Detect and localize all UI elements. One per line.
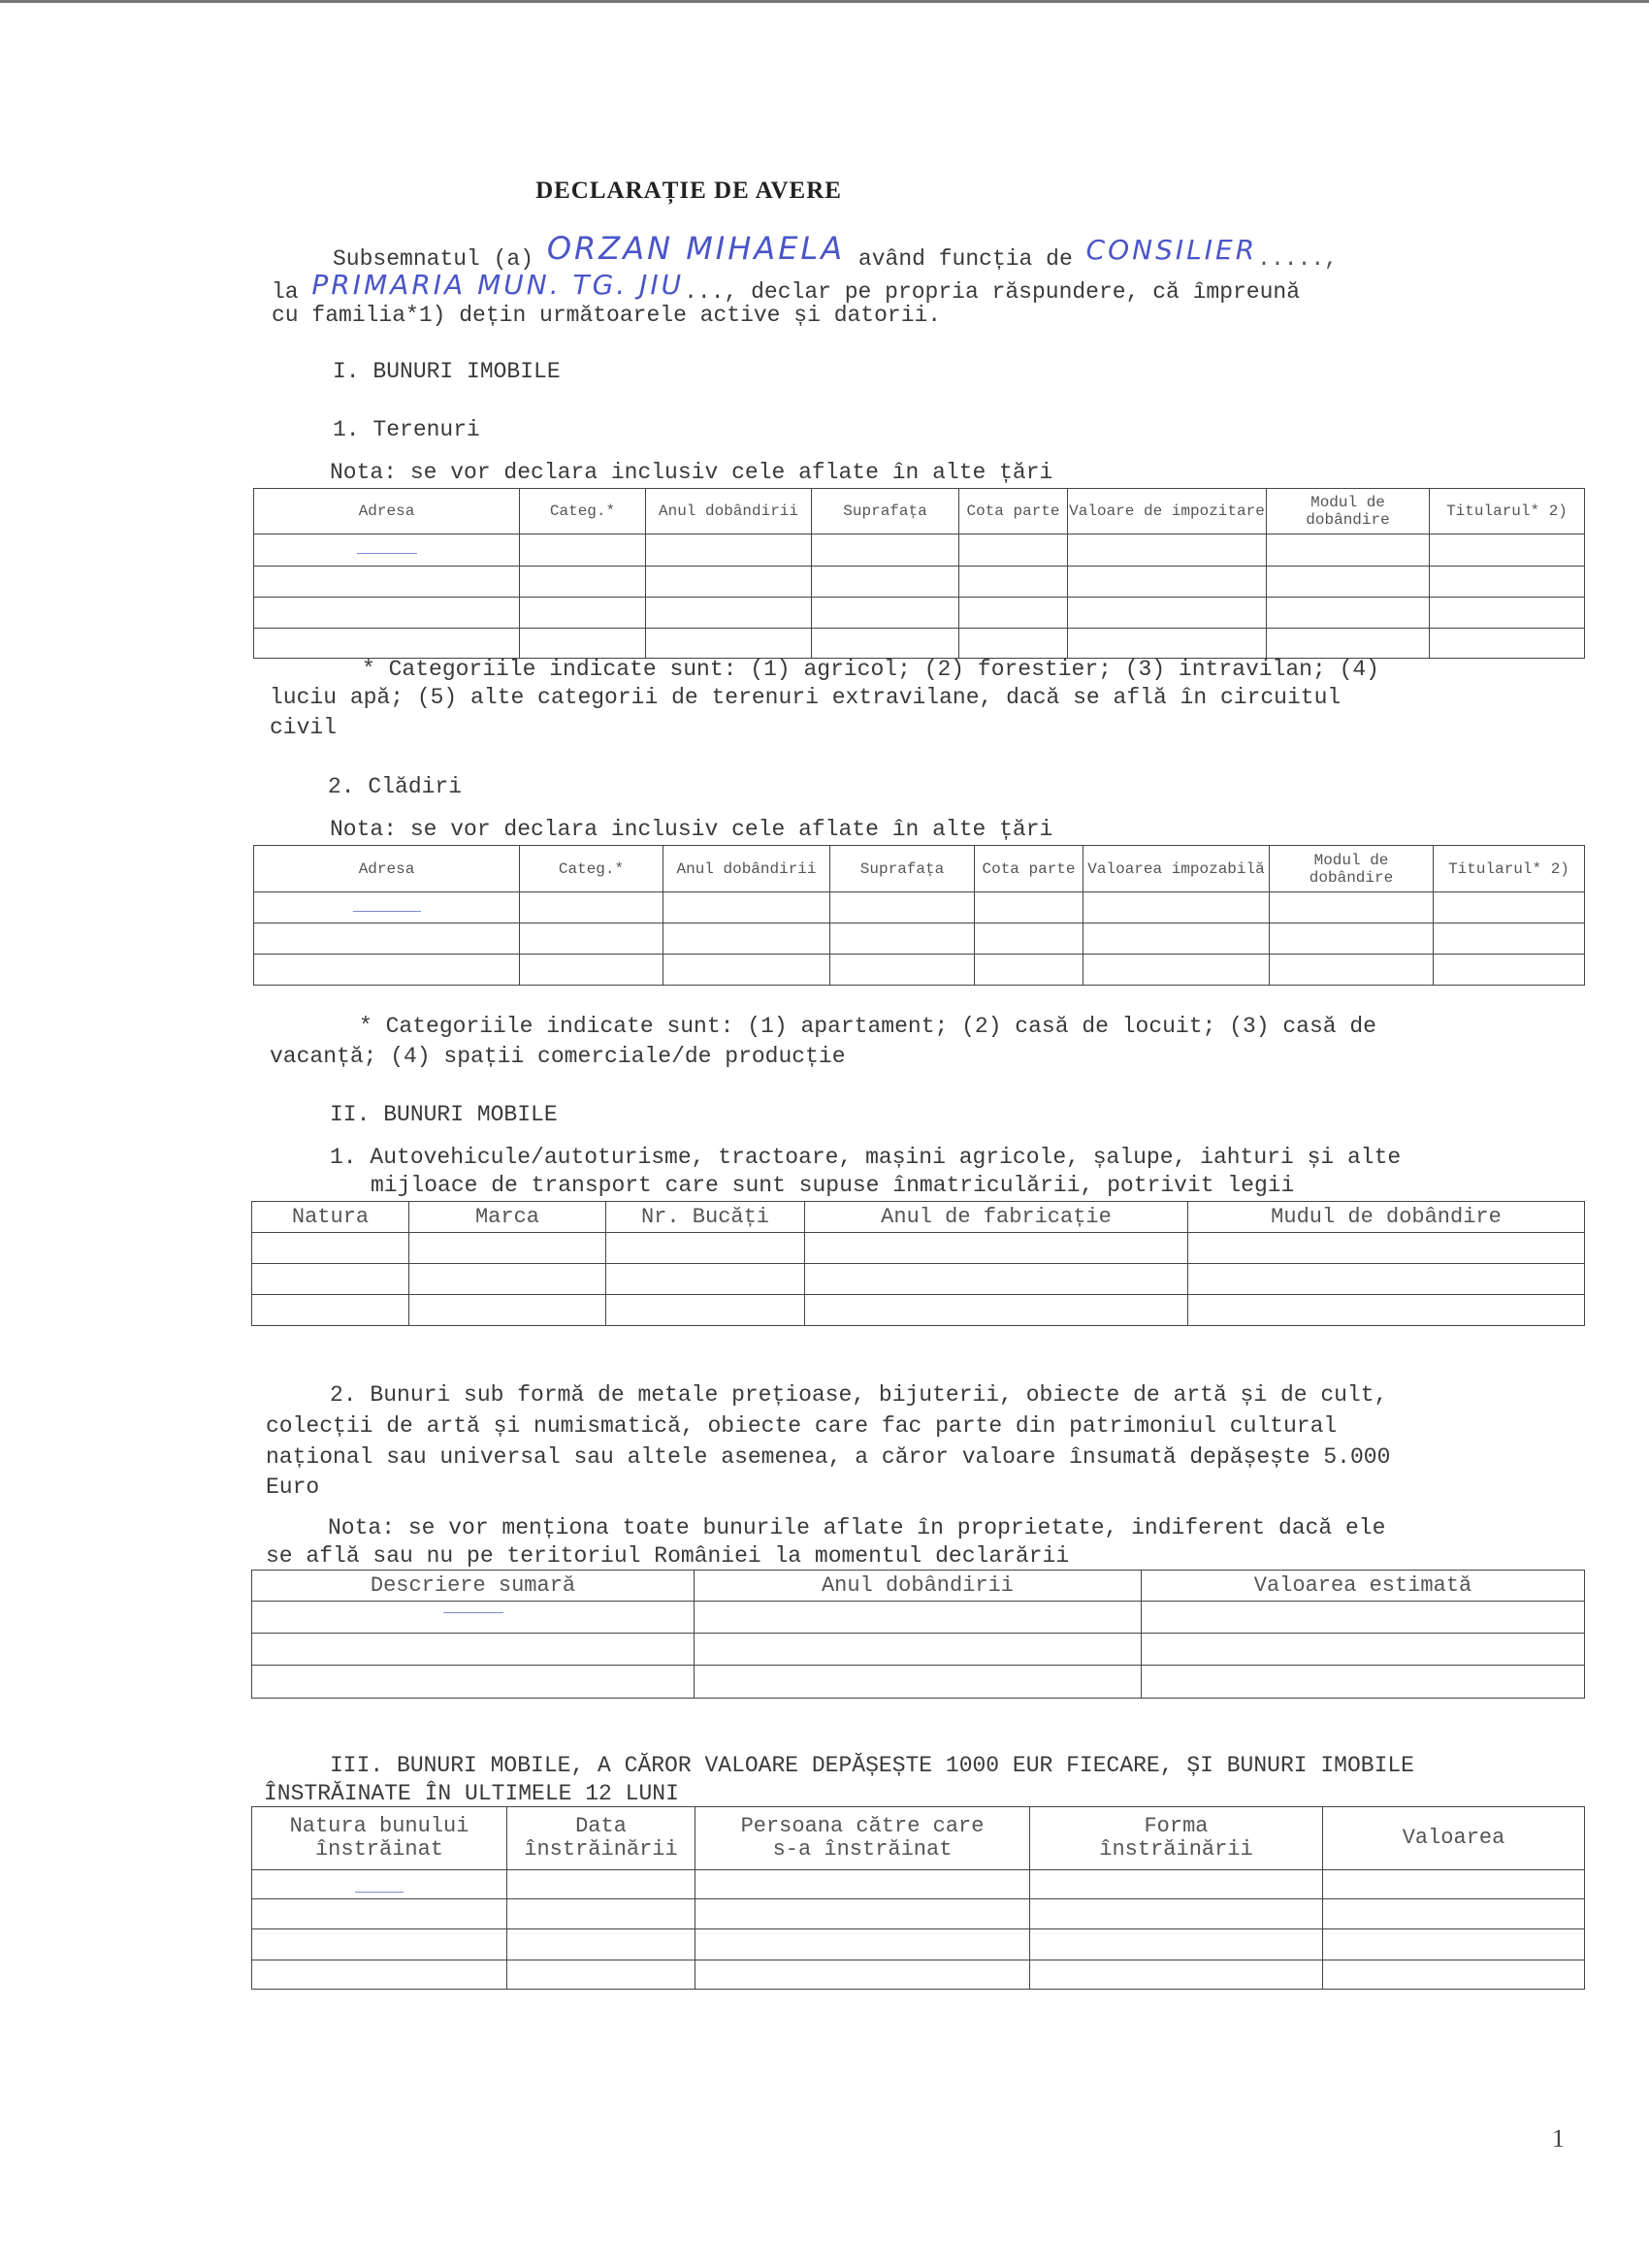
- table-row: [254, 629, 1585, 659]
- table-row: [252, 1264, 1585, 1295]
- table-row: [254, 923, 1585, 955]
- footnote-terenuri-1: * Categoriile indicate sunt: (1) agricol; (2) forestier; (3) intravilan; (4): [362, 657, 1379, 682]
- header-nr-bucati: Nr. Bucăți: [606, 1202, 805, 1233]
- intro-line-3: cu familia*1) dețin următoarele active și datorii.: [272, 303, 942, 328]
- item-bunuri-line-2: colecții de artă și numismatică, obiecte care fac parte din patrimoniul cultural: [266, 1413, 1338, 1439]
- intro-text: ..., declar pe propria răspundere, că împreună: [684, 279, 1301, 305]
- header-categ: Categ.*: [520, 489, 646, 535]
- header-natura: Natura: [252, 1202, 409, 1233]
- scan-top-edge: [0, 0, 1649, 3]
- strike-dash: [443, 1612, 503, 1613]
- header-suprafata: Suprafața: [812, 489, 959, 535]
- table-row: [252, 1666, 1585, 1699]
- subsection-terenuri: 1. Terenuri: [333, 417, 480, 442]
- note-bunuri-line-2: se află sau nu pe teritoriul României la momentul declarării: [266, 1543, 1070, 1569]
- header-forma-instrainarii: Forma înstrăinării: [1030, 1807, 1323, 1870]
- intro-text: Subsemnatul (a): [333, 246, 547, 272]
- footnote-cladiri-1: * Categoriile indicate sunt: (1) apartament; (2) casă de locuit; (3) casă de: [359, 1014, 1376, 1039]
- note-cladiri: Nota: se vor declara inclusiv cele aflate în alte țări: [330, 817, 1053, 842]
- header-anul-dobandirii: Anul dobândirii: [663, 846, 830, 892]
- header-descriere-sumara: Descriere sumară: [252, 1571, 695, 1602]
- intro-text: la: [272, 279, 312, 305]
- header-valoare-impozitare: Valoare de impozitare: [1068, 489, 1267, 535]
- header-natura-bunului: Natura bunului înstrăinat: [252, 1807, 507, 1870]
- header-anul-fabricatie: Anul de fabricație: [805, 1202, 1188, 1233]
- header-suprafata: Suprafața: [830, 846, 975, 892]
- header-categ: Categ.*: [520, 846, 663, 892]
- header-adresa: Adresa: [254, 846, 520, 892]
- header-valoarea-impozabila: Valoarea impozabilă: [1083, 846, 1270, 892]
- header-anul-dobandirii: Anul dobândirii: [695, 1571, 1142, 1602]
- note-bunuri-line-1: Nota: se vor menționa toate bunurile aflate în proprietate, indiferent dacă ele: [328, 1515, 1386, 1540]
- footnote-terenuri-3: civil: [270, 715, 338, 740]
- footnote-cladiri-2: vacanță; (4) spații comerciale/de producție: [270, 1044, 846, 1069]
- intro-line-2: [272, 269, 1301, 305]
- header-marca: Marca: [409, 1202, 606, 1233]
- page-number: 1: [1552, 2124, 1565, 2153]
- item-autovehicule-line-2: mijloace de transport care sunt supuse înmatriculării, potrivit legii: [371, 1173, 1295, 1198]
- footnote-terenuri-2: luciu apă; (5) alte categorii de terenuri extravilane, dacă se află în circuitul: [270, 685, 1342, 710]
- table-bunuri-pretioase: [251, 1570, 1585, 1699]
- section-3-heading-text: III. BUNURI MOBILE, A CĂROR VALOARE DEPĂȘEȘTE 1000 EUR FIECARE, ȘI BUNURI IMOBILE: [330, 1753, 1414, 1778]
- header-persoana: Persoana către care s-a înstrăinat: [695, 1807, 1030, 1870]
- header-data-instrainarii: Data înstrăinării: [507, 1807, 695, 1870]
- table-row: [254, 892, 1585, 923]
- table-row: [252, 1602, 1585, 1634]
- handwritten-function: CONSILIER: [1085, 234, 1258, 266]
- header-anul-dobandirii: Anul dobândirii: [646, 489, 812, 535]
- header-adresa: Adresa: [254, 489, 520, 535]
- section-3-heading-line-2: ÎNSTRĂINATE ÎN ULTIMELE 12 LUNI: [264, 1781, 679, 1806]
- handwritten-name: ORZAN MIHAELA: [546, 230, 846, 267]
- header-cota-parte: Cota parte: [959, 489, 1068, 535]
- handwritten-institution: PRIMARIA MUN. TG. JIU: [311, 269, 685, 301]
- table-terenuri: [253, 488, 1585, 659]
- section-3-heading-line-1: [330, 1753, 1414, 1778]
- table-cladiri: [253, 845, 1585, 986]
- item-bunuri-line-4: Euro: [266, 1474, 320, 1500]
- table-autovehicule: [251, 1201, 1585, 1326]
- table-row: [254, 567, 1585, 598]
- note-terenuri: Nota: se vor declara inclusiv cele aflate în alte țări: [330, 460, 1053, 485]
- header-mudul-dobandire: Mudul de dobândire: [1188, 1202, 1585, 1233]
- intro-text: având funcția de: [845, 246, 1086, 272]
- header-valoarea-estimata: Valoarea estimată: [1142, 1571, 1585, 1602]
- header-cota-parte: Cota parte: [975, 846, 1083, 892]
- table-row: [254, 598, 1585, 629]
- table-row: [252, 1929, 1585, 1960]
- section-1-heading: I. BUNURI IMOBILE: [333, 359, 561, 384]
- strike-dash: [357, 553, 417, 554]
- table-row: [254, 535, 1585, 567]
- header-modul-dobandire: Modul de dobândire: [1270, 846, 1434, 892]
- table-row: [252, 1960, 1585, 1990]
- table-row: [252, 1295, 1585, 1326]
- header-modul-dobandire: Modul de dobândire: [1267, 489, 1430, 535]
- header-titularul: Titularul* 2): [1434, 846, 1585, 892]
- header-valoarea: Valoarea: [1323, 1807, 1585, 1870]
- table-row: [254, 955, 1585, 986]
- intro-line-1: Subsemnatul (a) ORZAN MIHAELA având funcția de CONSILIER.....,: [333, 230, 1338, 272]
- item-autovehicule-line-1: 1. Autovehicule/autoturisme, tractoare, mașini agricole, șalupe, iahturi și alte: [330, 1145, 1402, 1170]
- document-title: DECLARAȚIE DE AVERE: [535, 178, 842, 204]
- strike-dash: [355, 1892, 404, 1893]
- table-row: [252, 1634, 1585, 1666]
- table-row: [252, 1870, 1585, 1899]
- header-titularul: Titularul* 2): [1430, 489, 1585, 535]
- section-2-heading: II. BUNURI MOBILE: [330, 1102, 558, 1127]
- table-row: [252, 1233, 1585, 1264]
- table-row: [252, 1899, 1585, 1929]
- table-bunuri-instrainate: [251, 1806, 1585, 1990]
- item-bunuri-line-1: 2. Bunuri sub formă de metale prețioase, bijuterii, obiecte de artă și de cult,: [330, 1382, 1388, 1408]
- strike-dash: [353, 911, 421, 912]
- subsection-cladiri: 2. Clădiri: [328, 774, 463, 799]
- item-bunuri-line-3: național sau universal sau altele asemenea, a căror valoare însumată depășește 5.000: [266, 1444, 1391, 1470]
